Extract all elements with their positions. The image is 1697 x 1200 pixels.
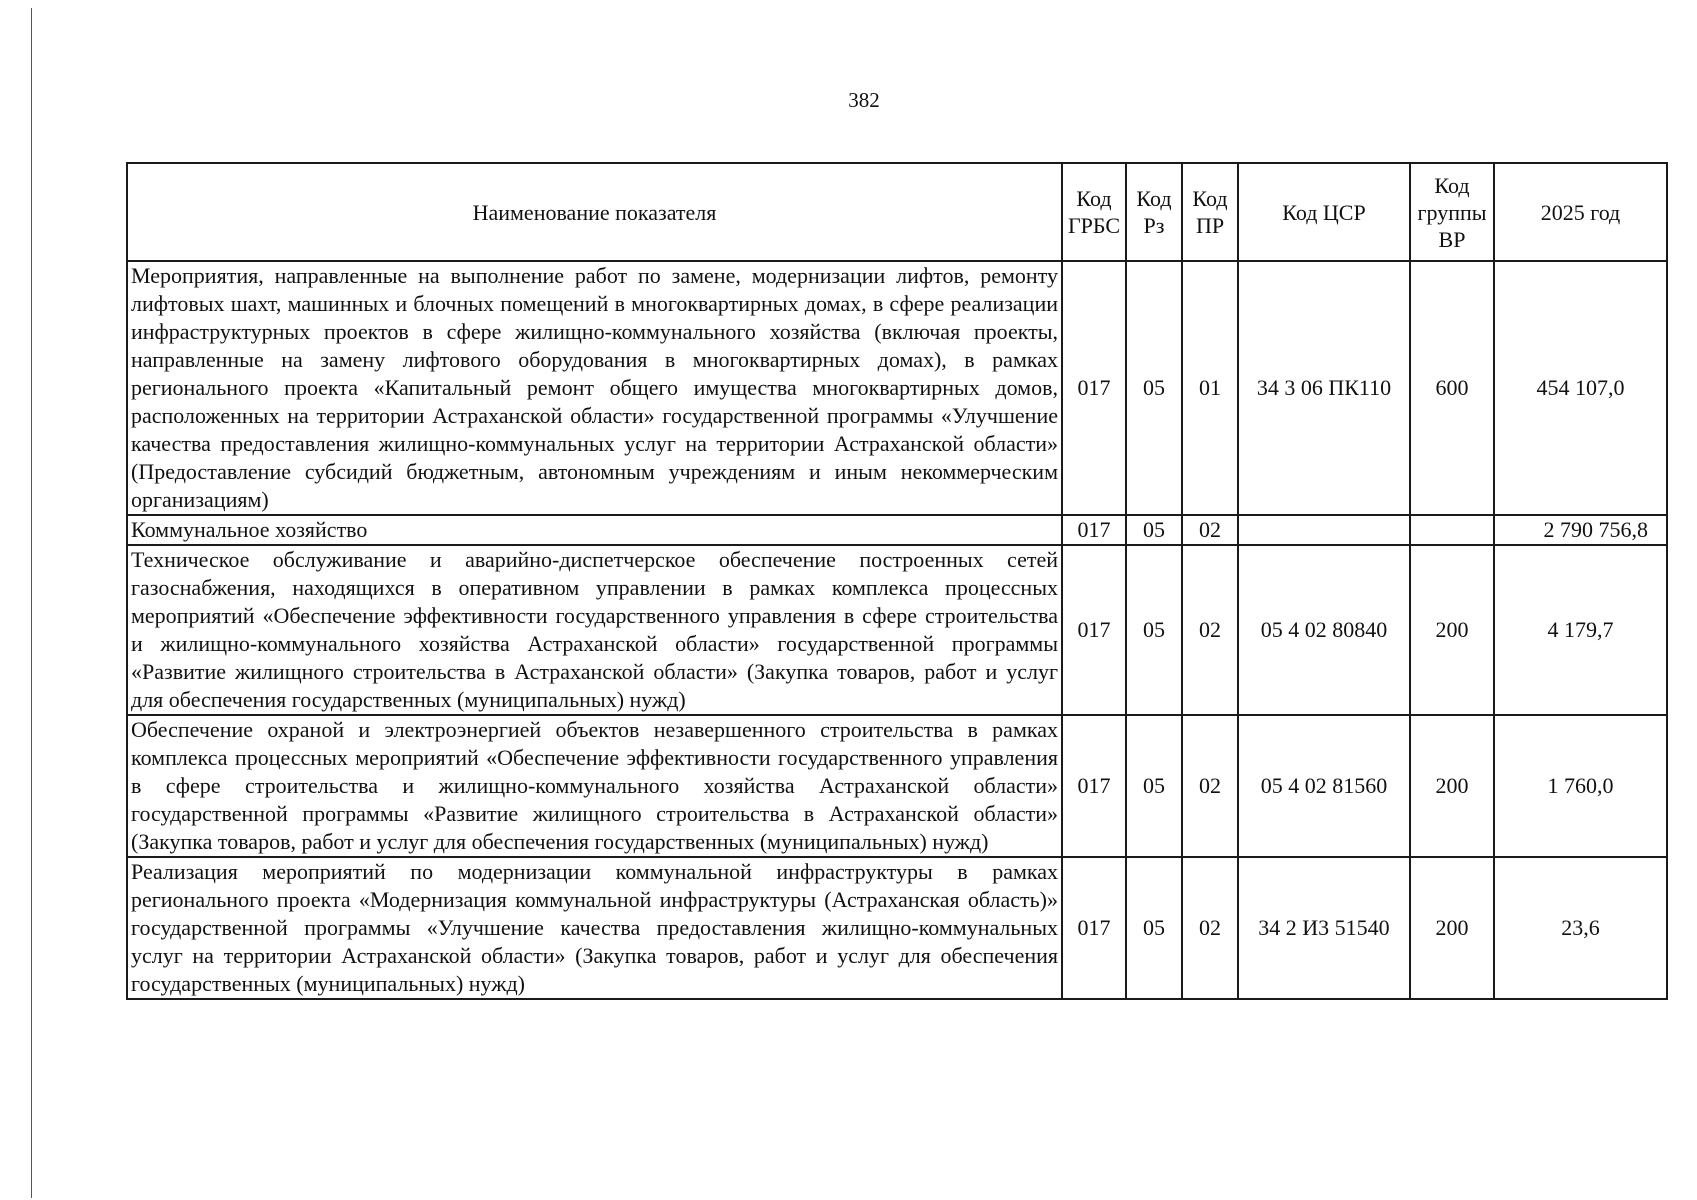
row-pr: 02: [1182, 857, 1238, 999]
row-rz: 05: [1126, 261, 1182, 515]
row-grbs: 017: [1062, 857, 1126, 999]
header-grbs: Код ГРБС: [1062, 163, 1126, 261]
row-name: Реализация мероприятий по модернизации коммунальной инфраструктуры в рамках регионального проекта «Модернизация коммунальной инфраструктуры (Астраханская область)» государственной программы «Улучшение качества предоставления жилищно-коммунальных услуг на территории Астраханской области» (Закупка товаров, работ и услуг для обеспечения государственных (муниципальных) нужд): [127, 857, 1062, 999]
row-rz: 05: [1126, 515, 1182, 545]
row-pr: 02: [1182, 545, 1238, 715]
header-year: 2025 год: [1494, 163, 1667, 261]
header-csr: Код ЦСР: [1238, 163, 1410, 261]
row-amount: 2 790 756,8: [1494, 515, 1667, 545]
row-vr: [1410, 515, 1494, 545]
row-pr: 02: [1182, 715, 1238, 857]
table-row: [127, 857, 1667, 999]
row-name: Техническое обслуживание и аварийно-диспетчерское обеспечение построенных сетей газоснабжения, находящихся в оперативном управлении в рамках комплекса процессных мероприятий «Обеспечение эффективности государственного управления в сфере строительства и жилищно-коммунального хозяйства Астраханской области» государственной программы «Развитие жилищного строительства в Астраханской области» (Закупка товаров, работ и услуг для обеспечения государственных (муниципальных) нужд): [127, 545, 1062, 715]
row-vr: 200: [1410, 715, 1494, 857]
row-csr: [1238, 515, 1410, 545]
row-csr: 05 4 02 81560: [1238, 715, 1410, 857]
row-rz: 05: [1126, 545, 1182, 715]
row-grbs: 017: [1062, 545, 1126, 715]
row-grbs: 017: [1062, 515, 1126, 545]
page-number: 382: [848, 88, 880, 112]
row-amount: 454 107,0: [1494, 261, 1667, 515]
header-name: Наименование показателя: [127, 163, 1062, 261]
row-csr: 34 2 И3 51540: [1238, 857, 1410, 999]
table-row: [127, 261, 1667, 515]
row-rz: 05: [1126, 857, 1182, 999]
table-row: [127, 715, 1667, 857]
header-vr: Код группы ВР: [1410, 163, 1494, 261]
table-row: [127, 545, 1667, 715]
row-pr: 01: [1182, 261, 1238, 515]
table-header-row: [127, 163, 1667, 261]
row-csr: 05 4 02 80840: [1238, 545, 1410, 715]
row-rz: 05: [1126, 715, 1182, 857]
row-vr: 600: [1410, 261, 1494, 515]
row-vr: 200: [1410, 545, 1494, 715]
row-grbs: 017: [1062, 261, 1126, 515]
row-amount: 4 179,7: [1494, 545, 1667, 715]
row-amount: 23,6: [1494, 857, 1667, 999]
row-vr: 200: [1410, 857, 1494, 999]
row-grbs: 017: [1062, 715, 1126, 857]
row-name: Коммунальное хозяйство: [127, 515, 1062, 545]
left-margin-line: [31, 8, 32, 1198]
row-name: Обеспечение охраной и электроэнергией объектов незавершенного строительства в рамках комплекса процессных мероприятий «Обеспечение эффективности государственного управления в сфере строительства и жилищно-коммунального хозяйства Астраханской области» государственной программы «Развитие жилищного строительства в Астраханской области» (Закупка товаров, работ и услуг для обеспечения государственных (муниципальных) нужд): [127, 715, 1062, 857]
header-pr: Код ПР: [1182, 163, 1238, 261]
table-row-section: [127, 515, 1667, 545]
row-name: Мероприятия, направленные на выполнение работ по замене, модернизации лифтов, ремонту лифтовых шахт, машинных и блочных помещений в многоквартирных домах, в сфере реализации инфраструктурных проектов в сфере жилищно-коммунального хозяйства (включая проекты, направленные на замену лифтового оборудования в многоквартирных домах), в рамках регионального проекта «Капитальный ремонт общего имущества многоквартирных домов, расположенных на территории Астраханской области» государственной программы «Улучшение качества предоставления жилищно-коммунальных услуг на территории Астраханской области» (Предоставление субсидий бюджетным, автономным учреждениям и иным некоммерческим организациям): [127, 261, 1062, 515]
row-pr: 02: [1182, 515, 1238, 545]
row-amount: 1 760,0: [1494, 715, 1667, 857]
header-rz: Код Рз: [1126, 163, 1182, 261]
budget-table: [126, 162, 1668, 1000]
row-csr: 34 3 06 ПК110: [1238, 261, 1410, 515]
